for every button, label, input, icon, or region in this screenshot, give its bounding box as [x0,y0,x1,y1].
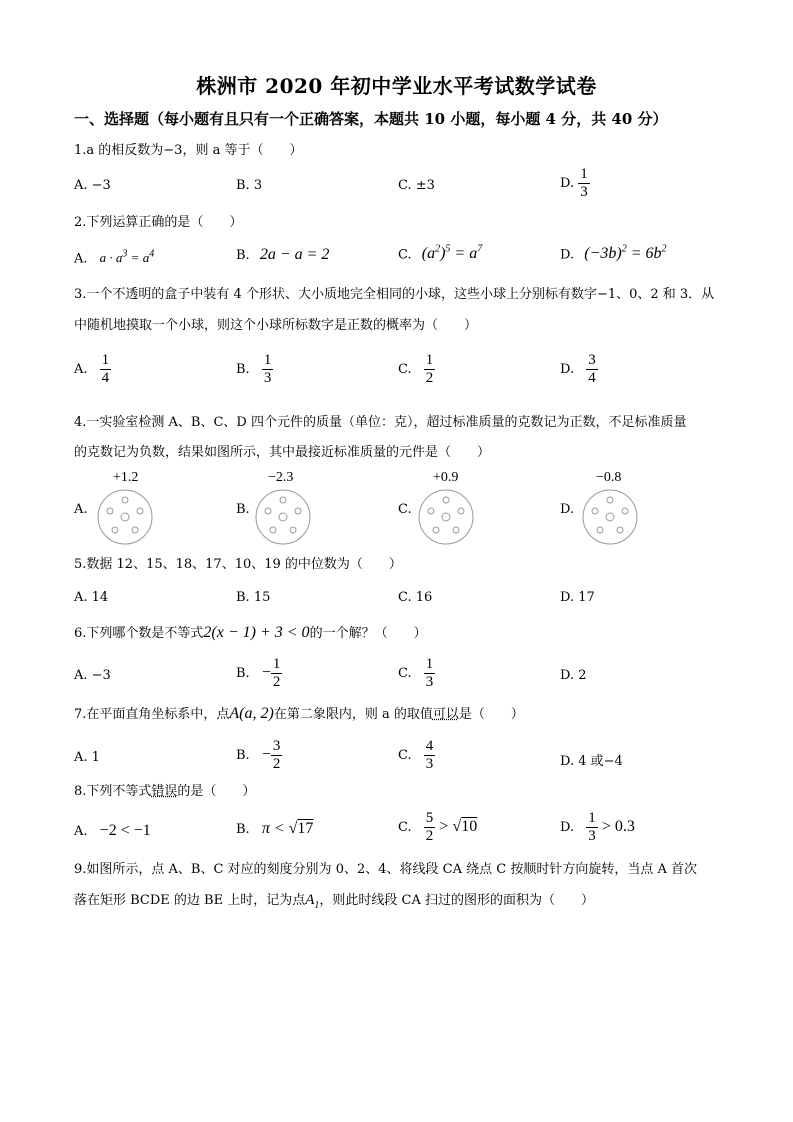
q1-option-a: A. −3 [74,178,111,193]
question-3-line-2: 中随机地摸取一个小球，则这个小球所标数字是正数的概率为（ ） [74,318,478,333]
q4-option-b-label: B. [236,502,250,517]
q8-option-a: A. −2 < −1 [74,822,151,839]
q1-option-d-fraction: $\frac{1}{3}$ [580,166,588,200]
q2-option-a: A. $a \cdot a^3 = a^4$ [74,249,155,267]
q4-option-d-label: D. [560,502,575,517]
question-6-stem: 6.下列哪个数是不等式2(x − 1) + 3 < 0的一个解？（ ） [74,624,427,641]
q7-option-c: C. $\frac{4}{3}$ [398,738,434,772]
component-a-diagram [96,488,154,546]
q5-option-b: B. 15 [236,590,271,605]
q7-option-d: D. 4 或−4 [560,754,623,769]
q3-option-d: D. $\frac{3}{4}$ [560,352,596,386]
q5-option-d: D. 17 [560,590,595,605]
q6-option-a: A. −3 [74,668,111,683]
q1-option-d [560,166,590,201]
q8-option-c: C. $\frac{5}{2}$ > √10 [398,810,478,844]
question-9-line-1: 9.如图所示，点 A、B、C 对应的刻度分别为 0、2、4、将线段 CA 绕点 C 按顺时针方向旋转，当点 A 首次 [74,862,697,877]
q4-weight-d: −0.8 [596,470,622,485]
question-2-stem: 2.下列运算正确的是（ ） [74,215,243,230]
question-5-stem: 5.数据 12、15、18、17、10、19 的中位数为（ ） [74,557,402,572]
q2-option-c: C. $(a^2)^5 = a^7$ [398,244,483,263]
q1-option-b: B. 3 [236,178,263,193]
q8-option-d: D. $\frac{1}{3}$ > 0.3 [560,810,635,844]
question-8-stem: 8.下列不等式错误的是（ ） [74,784,256,799]
q4-weight-b: −2.3 [268,470,294,485]
question-4-line-2: 的克数记为负数，结果如图所示，其中最接近标准质量的元件是（ ） [74,445,491,460]
q8-option-b: B. π < √17 [236,820,314,837]
q3-option-a: A. $\frac{1}{4}$ [74,352,110,386]
q2-option-d: D. $(-3b)^2 = 6b^2$ [560,244,667,263]
question-9-line-2: 落在矩形 BCDE 的边 BE 上时，记为点$A_1$，则此时线段 CA 扫过的图形的面积为（ ） [74,892,595,911]
inequality-expression: 2(x − 1) + 3 < 0 [203,624,310,641]
q3-option-b: B. $\frac{1}{3}$ [236,352,272,386]
q2-option-b: B. 2a − a = 2 [236,246,330,263]
q5-option-a: A. 14 [74,590,109,605]
q6-option-c: C. $\frac{1}{3}$ [398,656,434,690]
q1-option-d-label: D. [560,176,575,191]
q7-option-b: B. − $\frac{3}{2}$ [236,738,281,772]
q3-option-c: C. $\frac{1}{2}$ [398,352,434,386]
q4-option-c-label: C. [398,502,412,517]
q5-option-c: C. 16 [398,590,433,605]
component-b-diagram [254,488,312,546]
question-7-stem: 7.在平面直角坐标系中，点A(a, 2)在第二象限内，则 a 的取值可以是（ ） [74,705,524,722]
q4-weight-c: +0.9 [433,470,459,485]
question-1-stem: 1.a 的相反数为−3，则 a 等于（ ） [74,143,303,158]
component-d-diagram [581,488,639,546]
q1-option-c: C. ±3 [398,178,435,193]
page-title: 株洲市 2020 年初中学业水平考试数学试卷 [196,74,597,98]
q6-option-b: B. − $\frac{1}{2}$ [236,656,281,690]
question-4-line-1: 4.一实验室检测 A、B、C、D 四个元件的质量（单位：克），超过标准质量的克数记为正数，不足标准质量 [74,415,687,430]
q6-option-d: D. 2 [560,668,587,683]
q7-option-a: A. 1 [74,750,100,765]
q4-weight-a: +1.2 [113,470,139,485]
component-c-diagram [417,488,475,546]
section-heading: 一、选择题（每小题有且只有一个正确答案，本题共 10 小题，每小题 4 分，共 40 分） [74,110,668,128]
q4-option-a-label: A. [74,502,88,517]
question-3-line-1: 3.一个不透明的盒子中装有 4 个形状、大小质地完全相同的小球，这些小球上分别标有数字−1、0、2 和 3．从 [74,287,715,302]
